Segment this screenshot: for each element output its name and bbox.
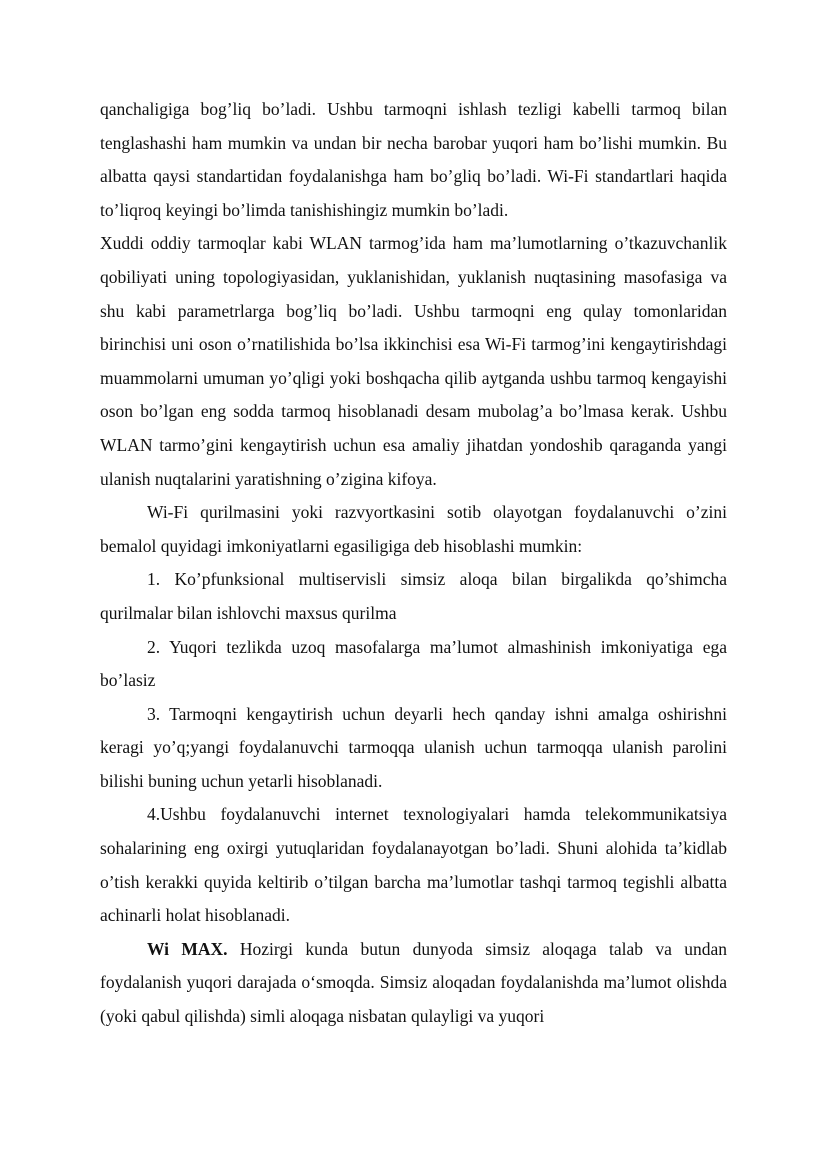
wimax-heading: Wi MAX.: [147, 938, 228, 959]
list-item-1: 1. Ko’pfunksional multiservisli simsiz aloqa bilan birgalikda qo’shimcha qurilmalar bilan ishlovchi maxsus qurilma: [100, 569, 727, 623]
paragraph-wimax: [100, 933, 727, 1034]
paragraph-wlan-throughput: Xuddi oddiy tarmoqlar kabi WLAN tarmog’ida ham ma’lumotlarning o’tkazuvchanlik qobiliyati uning topologiyasidan, yuklanishidan, yuklanish nuqtasining masofasiga va shu kabi parametrlarga bog’liq bo’ladi. Ushbu tarmoqni eng qulay tomonlaridan birinchisi uni oson o’rnatilishida bo’lsa ikkinchisi esa Wi-Fi tarmog’ini kengaytirishdagi muammolarni umuman yo’qligi yoki boshqacha qilib aytganda ushbu tarmoq kengayishi oson bo’lgan eng sodda tarmoq hisoblanadi desam mubolag’a bo’lmasa kerak. Ushbu WLAN tarmo’gini kengaytirish uchun esa amaliy jihatdan yondoshib qaraganda yangi ulanish nuqtalarini yaratishning o’zigina kifoya.: [100, 233, 727, 489]
list-item-3: 3. Tarmoqni kengaytirish uchun deyarli hech qanday ishni amalga oshirishni keragi yo’q;yangi foydalanuvchi tarmoqqa ulanish uchun tarmoqqa ulanish parolini bilishi buning uchun yetarli hisoblanadi.: [100, 703, 727, 791]
wimax-body: Hozirgi kunda butun dunyoda simsiz aloqaga talab va undan foydalanish yuqori darajada o‘smoqda. Simsiz aloqadan foydalanishda ma’lumot olishda (yoki qabul qilishda) simli aloqaga nisbatan qulayligi va yuqori: [100, 938, 727, 1027]
list-item-4: 4.Ushbu foydalanuvchi internet texnologiyalari hamda telekommunikatsiya sohalarining eng oxirgi yutuqlaridan foydalanayotgan bo’ladi. Shuni alohida ta’kidlab o’tish kerakki quyida keltirib o’tilgan barcha ma’lumotlar tashqi tarmoq tegishli albatta achinarli holat hisoblanadi.: [100, 804, 727, 926]
paragraph-wifi-capabilities-intro: Wi-Fi qurilmasini yoki razvyortkasini sotib olayotgan foydalanuvchi o’zini bemalol quyidagi imkoniyatlarni egasiligiga deb hisoblashi mumkin:: [100, 502, 727, 556]
list-item-2: 2. Yuqori tezlikda uzoq masofalarga ma’lumot almashinish imkoniyatiga ega bo’lasiz: [100, 636, 727, 691]
document-page: [100, 93, 727, 1034]
paragraph-continuation: qanchaligiga bog’liq bo’ladi. Ushbu tarmoqni ishlash tezligi kabelli tarmoq bilan tenglashashi ham mumkin va undan bir necha barobar yuqori ham bo’lishi mumkin. Bu albatta qaysi standartidan foydalanishga ham bo’gliq bo’ladi. Wi-Fi standartlari haqida to’liqroq keyingi bo’limda tanishishingiz mumkin bo’ladi.: [100, 99, 727, 220]
